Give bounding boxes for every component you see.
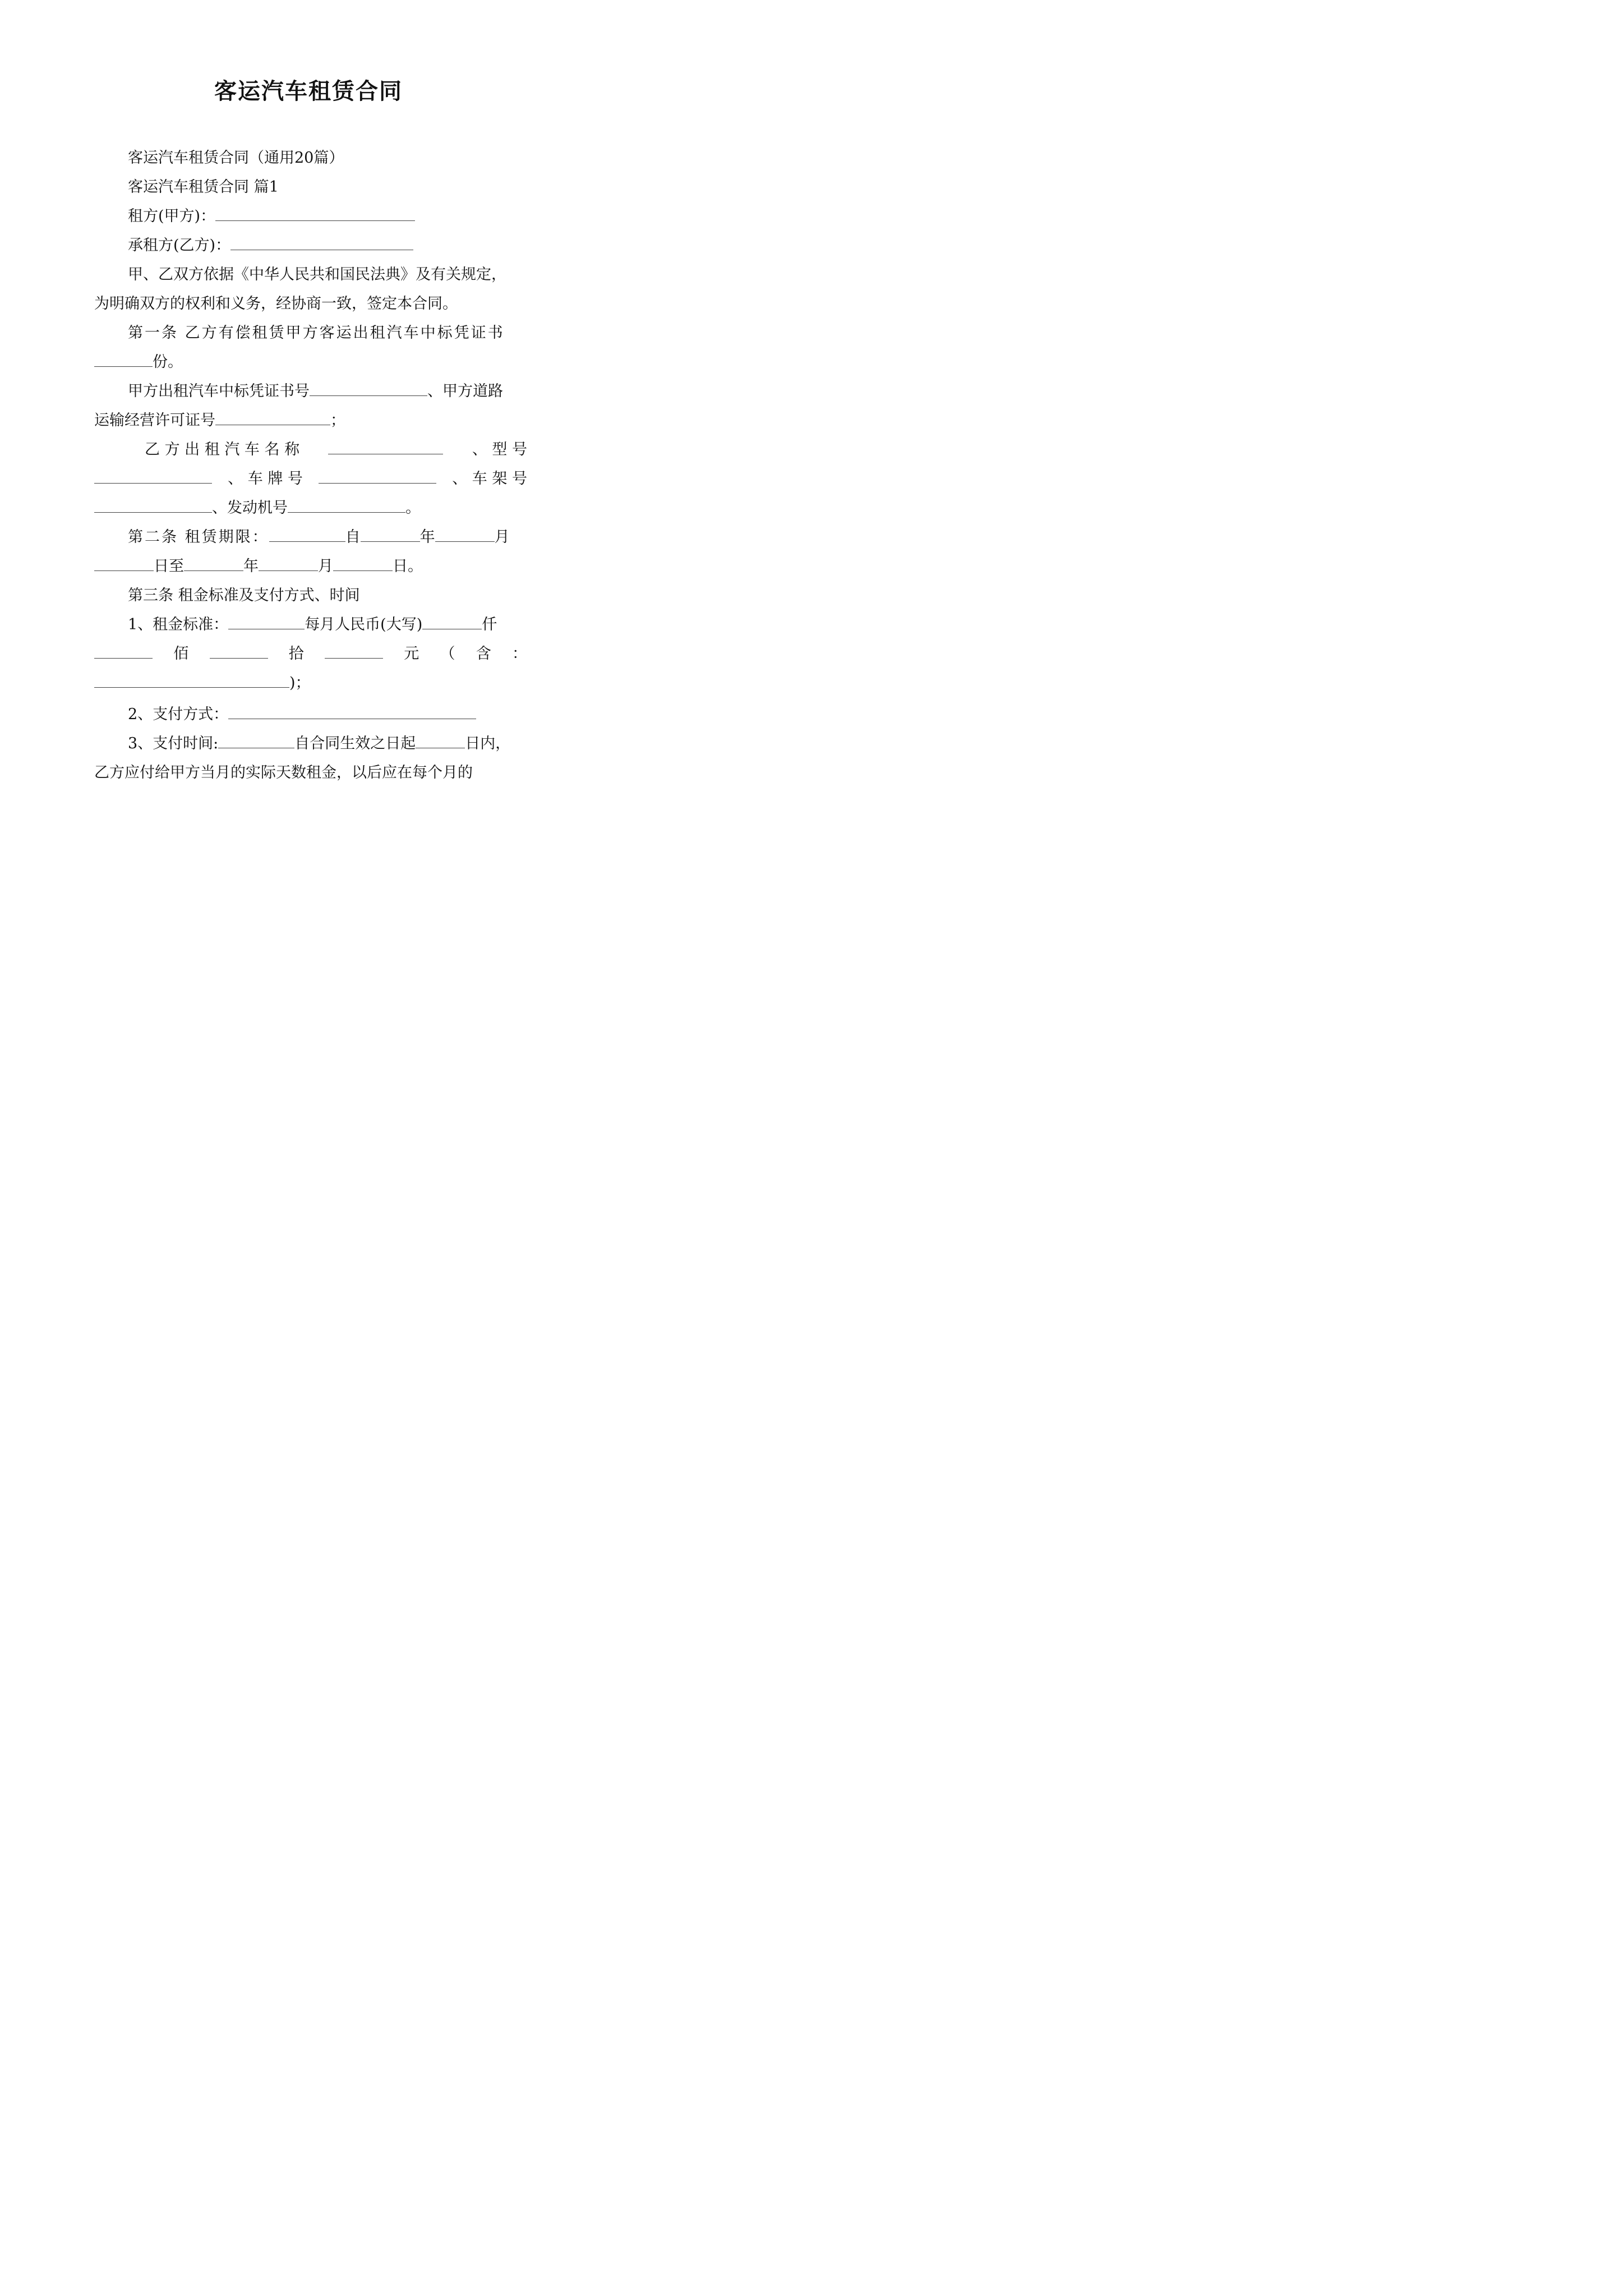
payment-time-line-2: 乙方应付给甲方当月的实际天数租金，以后应在每个月的 — [94, 764, 473, 781]
tens-blank — [210, 645, 268, 659]
thousands-blank — [422, 615, 482, 629]
effective-date-label: 自合同生效之日起 — [294, 735, 416, 752]
license-line — [94, 406, 527, 435]
article-2-label: 第二条 租赁期限： — [128, 528, 269, 546]
tens-label: 拾 — [288, 645, 304, 662]
term-blank — [269, 528, 345, 542]
ones-blank — [325, 645, 383, 659]
rent-standard-blank — [228, 615, 305, 629]
engine-period: 。 — [405, 499, 421, 517]
license-semicolon: ； — [330, 412, 345, 429]
engine-label: 、发动机号 — [212, 499, 288, 517]
within-days-label: 日内， — [465, 735, 511, 752]
close-paren: )； — [289, 674, 311, 692]
end-year-blank — [184, 557, 243, 571]
plate-frame-line — [94, 464, 527, 494]
including-label: 含 — [476, 645, 491, 662]
license-number-blank — [215, 411, 330, 425]
plate-label: 、 车 牌 号 — [228, 470, 303, 487]
lessee-label: 承租方(乙方)： — [128, 237, 231, 254]
document-page — [0, 0, 617, 872]
road-permit-label: 、甲方道路 — [427, 383, 503, 400]
start-month-blank — [435, 528, 495, 542]
article-2-line-2 — [94, 552, 527, 581]
car-name-blank — [328, 440, 443, 454]
start-year-blank — [361, 528, 420, 542]
lessor-blank — [215, 207, 415, 221]
rent-standard-line-3 — [94, 669, 527, 698]
open-paren: （ — [440, 645, 455, 662]
including-blank — [94, 674, 289, 688]
start-month-label: 月 — [494, 528, 510, 546]
preamble-line-1: 甲、乙双方依据《中华人民共和国民法典》及有关规定， — [128, 266, 506, 283]
frame-label: 、 车 架 号 — [452, 470, 527, 487]
car-name-line — [94, 435, 527, 464]
preamble-line-2: 为明确双方的权利和义务，经协商一致，签定本合同。 — [94, 295, 458, 312]
payment-time-line-1 — [94, 729, 561, 758]
certificate-line — [94, 377, 561, 406]
lessee-line — [94, 231, 561, 260]
payment-method-blank — [228, 705, 476, 719]
payment-time-blank — [218, 734, 294, 748]
start-day-blank — [94, 557, 154, 571]
end-month-blank — [259, 557, 318, 571]
article-2-line-1 — [94, 523, 561, 552]
plate-blank — [319, 470, 436, 484]
article-3-title: 第三条 租金标准及支付方式、时间 — [128, 587, 360, 604]
model-blank — [94, 470, 212, 484]
copies-blank — [94, 353, 153, 367]
frame-blank — [94, 499, 212, 513]
from-label: 自 — [345, 528, 361, 546]
end-year-label: 年 — [243, 558, 259, 575]
rent-standard-label: 1、租金标准： — [128, 616, 229, 633]
end-day-label: 日。 — [393, 558, 423, 575]
rent-standard-line-1 — [94, 610, 561, 639]
certificate-label: 甲方出租汽车中标凭证书号 — [128, 383, 310, 400]
end-day-blank — [333, 557, 393, 571]
engine-blank — [288, 499, 405, 513]
copies-suffix: 份。 — [153, 353, 183, 371]
payment-method-label: 2、支付方式： — [128, 706, 229, 723]
document-title: 客运汽车租赁合同 — [214, 78, 403, 104]
including-colon: ： — [512, 645, 527, 662]
end-month-label: 月 — [318, 558, 333, 575]
car-name-label: 乙 方 出 租 汽 车 名 称 — [145, 441, 300, 458]
days-blank — [416, 734, 465, 748]
certificate-number-blank — [310, 382, 427, 396]
day-to-label: 日至 — [154, 558, 184, 575]
payment-time-label: 3、支付时间: — [128, 735, 219, 752]
contract-collection-title: 客运汽车租赁合同（通用20篇） — [128, 149, 344, 167]
start-year-label: 年 — [419, 528, 435, 546]
hundreds-label: 佰 — [173, 645, 189, 662]
lessor-label: 租方(甲方)： — [128, 208, 216, 225]
yuan-label: 元 — [404, 645, 419, 662]
payment-method-line — [94, 700, 561, 729]
model-label: 、 型 号 — [472, 441, 527, 458]
lessor-line — [94, 202, 561, 231]
engine-line — [94, 494, 527, 523]
thousands-label: 仟 — [482, 616, 497, 633]
monthly-rmb-label: 每月人民币(大写) — [305, 616, 423, 633]
lessee-blank — [230, 236, 413, 250]
section-heading: 客运汽车租赁合同 篇1 — [128, 178, 279, 196]
article-1-line-1: 第一条 乙方有偿租赁甲方客运出租汽车中标凭证书 — [128, 324, 505, 342]
rent-standard-line-2 — [94, 639, 527, 669]
hundreds-blank — [94, 645, 153, 659]
article-1-line-2 — [94, 348, 527, 377]
license-label: 运输经营许可证号 — [94, 412, 215, 429]
